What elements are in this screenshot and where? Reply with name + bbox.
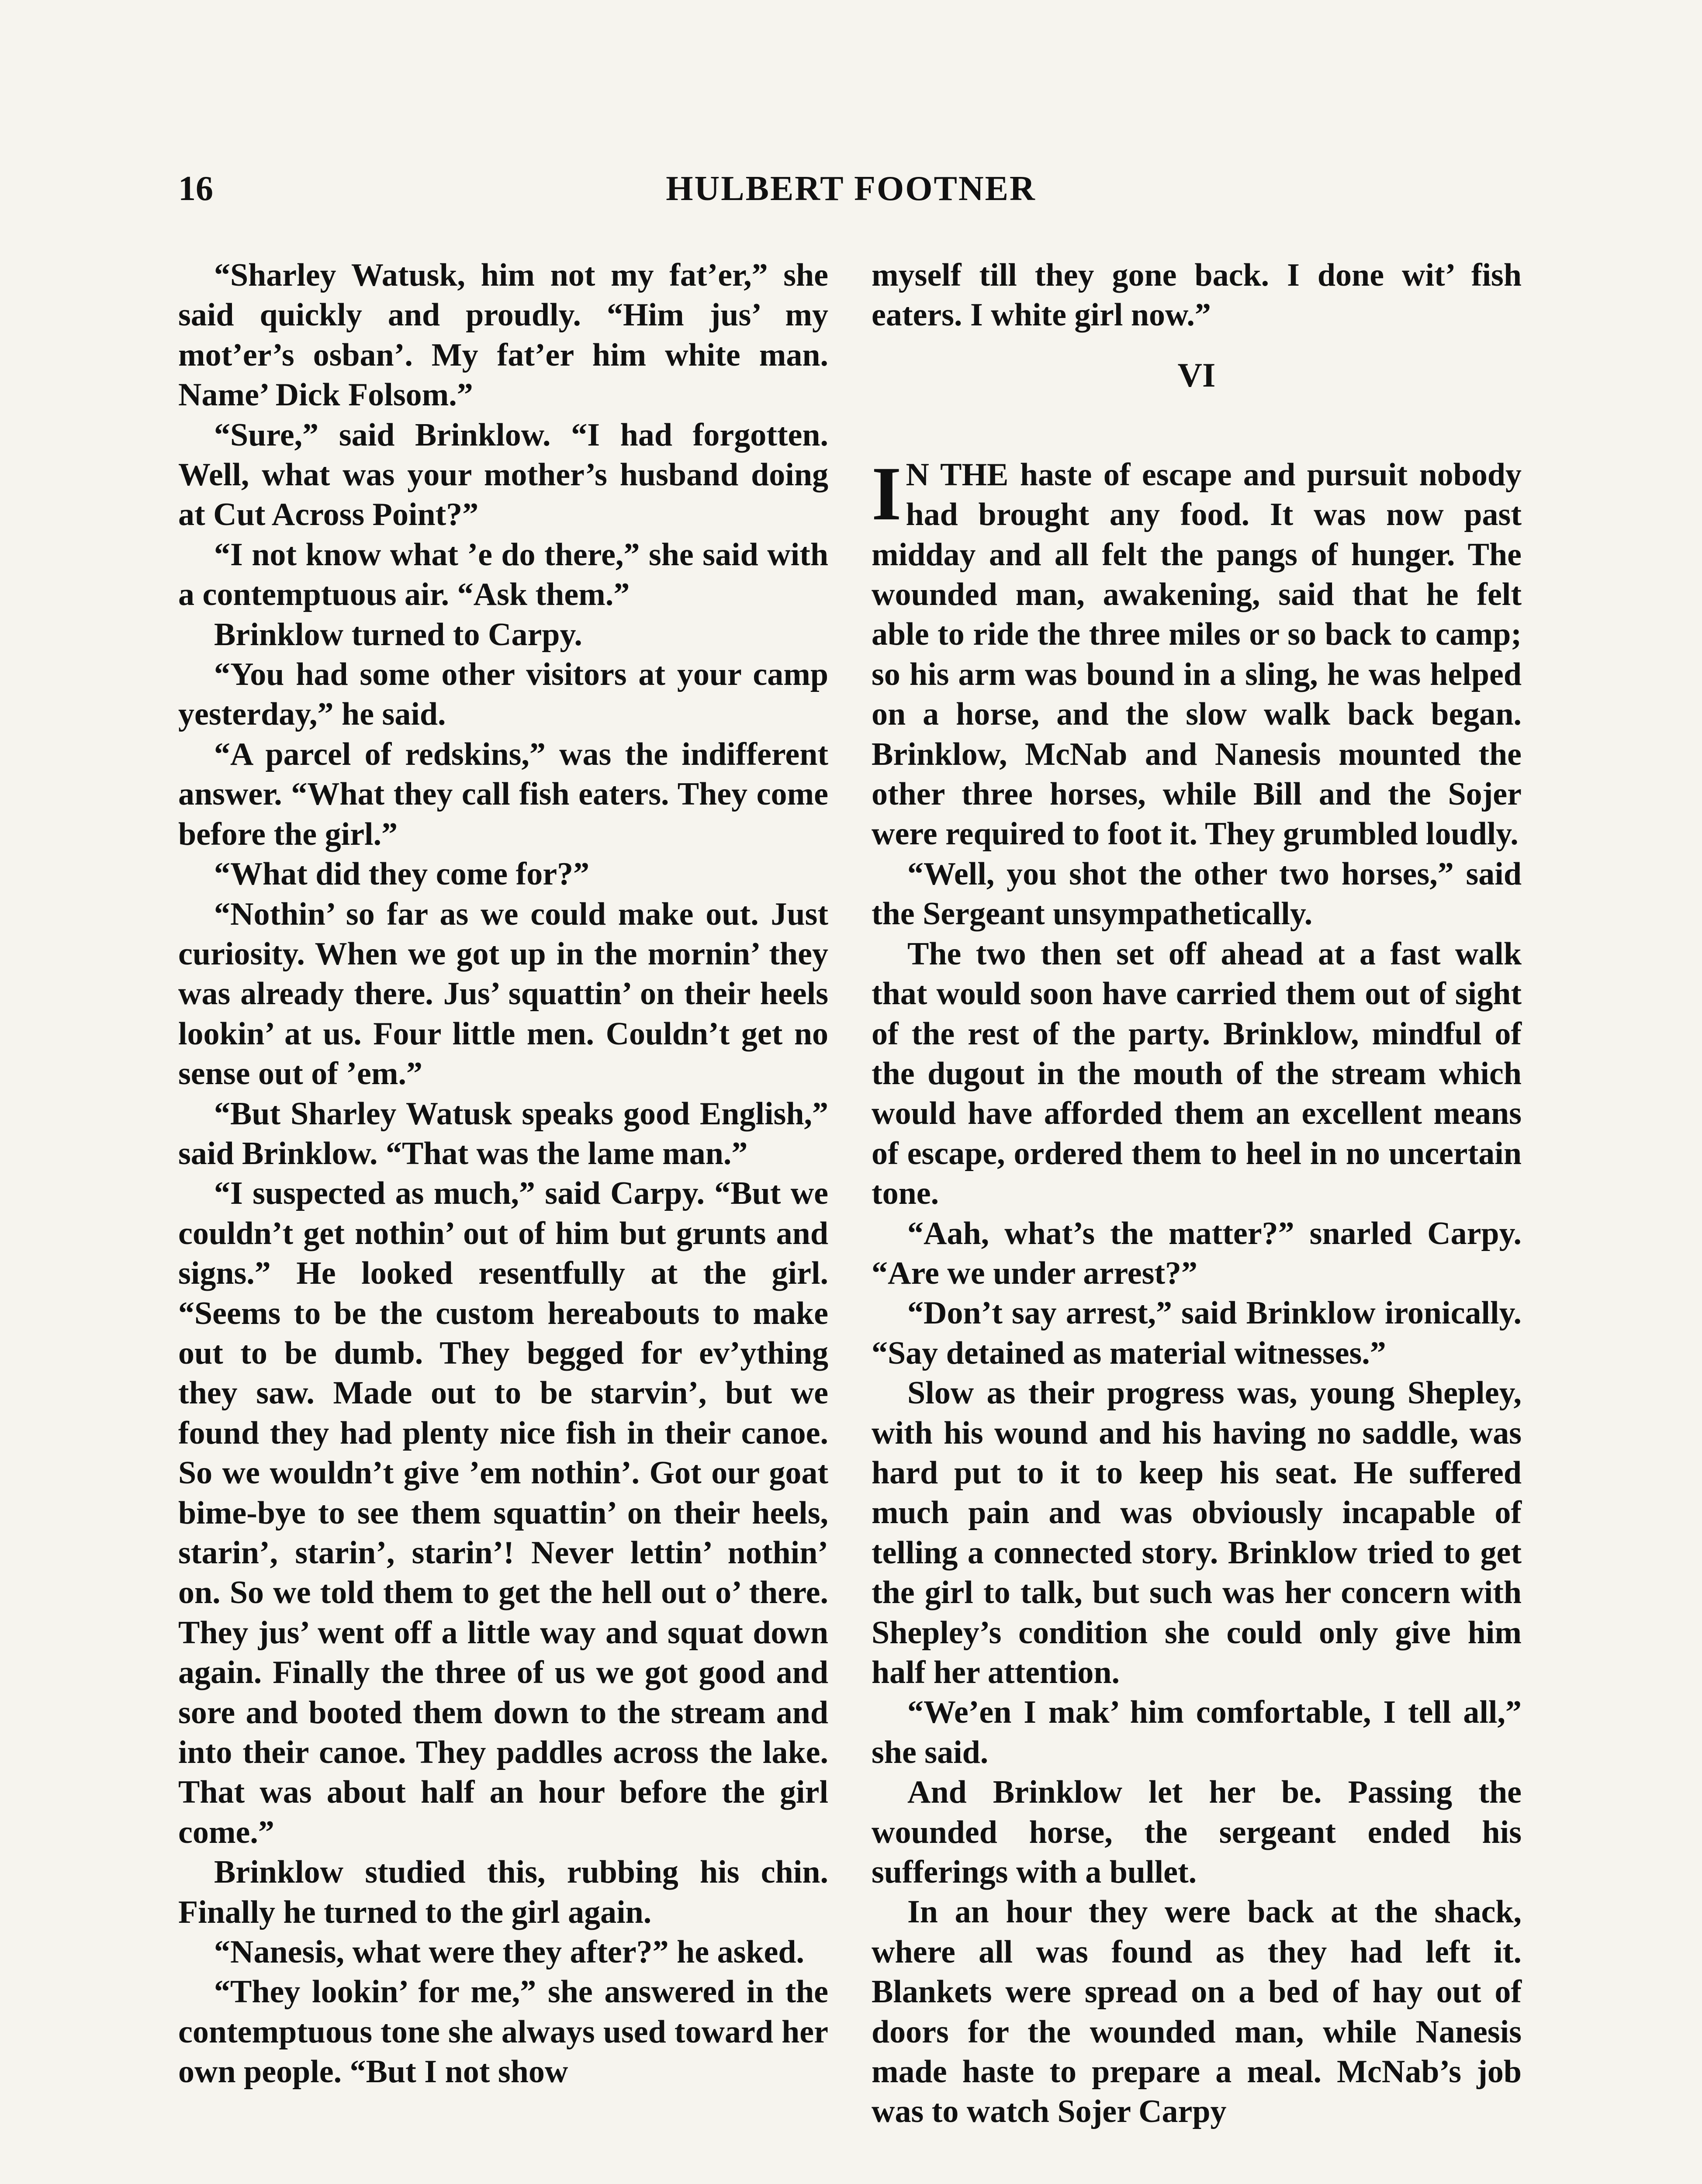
section-heading: VI (1177, 356, 1216, 394)
paragraph: “Aah, what’s the matter?” snarled Carpy. “Are we under arrest?” (872, 1215, 1522, 1291)
paragraph: “Sharley Watusk, him not my fat’er,” she said quickly and proudly. “Him jus’ my mot’er’s osban’. My fat’er him white man. Name’ Dick Folsom.” (178, 257, 828, 413)
paragraph: “Don’t say arrest,” said Brinklow ironically. “Say detained as material witnesses.” (872, 1295, 1522, 1371)
paragraph: Brinklow turned to Carpy. (214, 616, 582, 653)
paragraph: “You had some other visitors at your camp yesterday,” he said. (178, 657, 828, 733)
right-column (872, 256, 1522, 2132)
chapter-opening-paragraph (872, 451, 1522, 854)
drop-cap: I (872, 451, 902, 536)
paragraph: Slow as their progress was, young Shepley, with his wound and his having no saddle, was hard put to it to keep his seat. He suffered much pain and was obviously incapable of telling a connected story. Brinklow tried to get the girl to talk, but such was her concern with Shepley’s condition she could only give him half her attention. (872, 1375, 1522, 1690)
continued-paragraph: myself till they gone back. I done wit’ fish eaters. I white girl now.” (872, 257, 1522, 333)
paragraph: And Brinklow let her be. Passing the wounded horse, the sergeant ended his sufferings with a bullet. (872, 1774, 1522, 1890)
paragraph: “Nothin’ so far as we could make out. Just curiosity. When we got up in the mornin’ they was already there. Jus’ squattin’ on their heels lookin’ at us. Four little men. Couldn’t get no sense out of ’em.” (178, 896, 828, 1092)
paragraph: The two then set off ahead at a fast walk that would soon have carried them out of sight of the rest of the party. Brinklow, mindful of the dugout in the mouth of the stream which would have afforded them an excellent means of escape, ordered them to heel in no uncertain tone. (872, 936, 1522, 1212)
left-column (178, 256, 828, 2092)
page-number: 16 (178, 169, 213, 208)
paragraph: “We’en I mak’ him comfortable, I tell all,” she said. (872, 1694, 1522, 1770)
paragraph: “I suspected as much,” said Carpy. “But we couldn’t get nothin’ out of him but grunts and signs.” He looked resentfully at the girl. “Seems to be the custom hereabouts to make out to be dumb. They begged for ev’ything they saw. Made out to be starvin’, but we found they had plenty nice fish in their canoe. So we wouldn’t give ’em nothin’. Got our goat bime-bye to see them squattin’ on their heels, starin’, starin’, starin’! Never lettin’ nothin’ on. So we told them to get the hell out o’ there. They jus’ went off a little way and squat down again. Finally the three of us we got good and sore and booted them down to the stream and into their canoe. They paddles across the lake. That was about half an hour before the girl come.” (178, 1175, 828, 1850)
paragraph: “Nanesis, what were they after?” he asked. (214, 1934, 805, 1970)
paragraph: “They lookin’ for me,” she answered in the contemptuous tone she always used toward her own people. “But I not show (178, 1974, 828, 2090)
paragraph: “What did they come for?” (214, 856, 590, 892)
paragraph: In an hour they were back at the shack, where all was found as they had left it. Blankets were spread on a bed of hay out of doors for the wounded man, while Nanesis made haste to prepare a meal. McNab’s job was to watch Sojer Carpy (872, 1894, 1522, 2130)
paragraph: “I not know what ’e do there,” she said with a contemptuous air. “Ask them.” (178, 536, 828, 613)
running-head: HULBERT FOOTNER (666, 169, 1036, 208)
paragraph: “Well, you shot the other two horses,” said the Sergeant unsympathetically. (872, 856, 1522, 932)
paragraph: “But Sharley Watusk speaks good English,” said Brinklow. “That was the lame man.” (178, 1095, 828, 1171)
paragraph: “Sure,” said Brinklow. “I had forgotten. Well, what was your mother’s husband doing at Cut Across Point?” (178, 417, 828, 533)
paragraph: Brinklow studied this, rubbing his chin. Finally he turned to the girl again. (178, 1854, 828, 1930)
opening-text: N THE haste of escape and pursuit nobody had brought any food. It was now past midday and all felt the pangs of hunger. The wounded man, awakening, said that he felt able to ride the three miles or so back to camp; so his arm was bound in a sling, he was helped on a horse, and the slow walk back began. Brinklow, McNab and Nanesis mounted the other three horses, while Bill and the Sojer were required to foot it. They grumbled loudly. (872, 456, 1522, 852)
paragraph: “A parcel of redskins,” was the indifferent answer. “What they call fish eaters. They come before the girl.” (178, 736, 828, 852)
